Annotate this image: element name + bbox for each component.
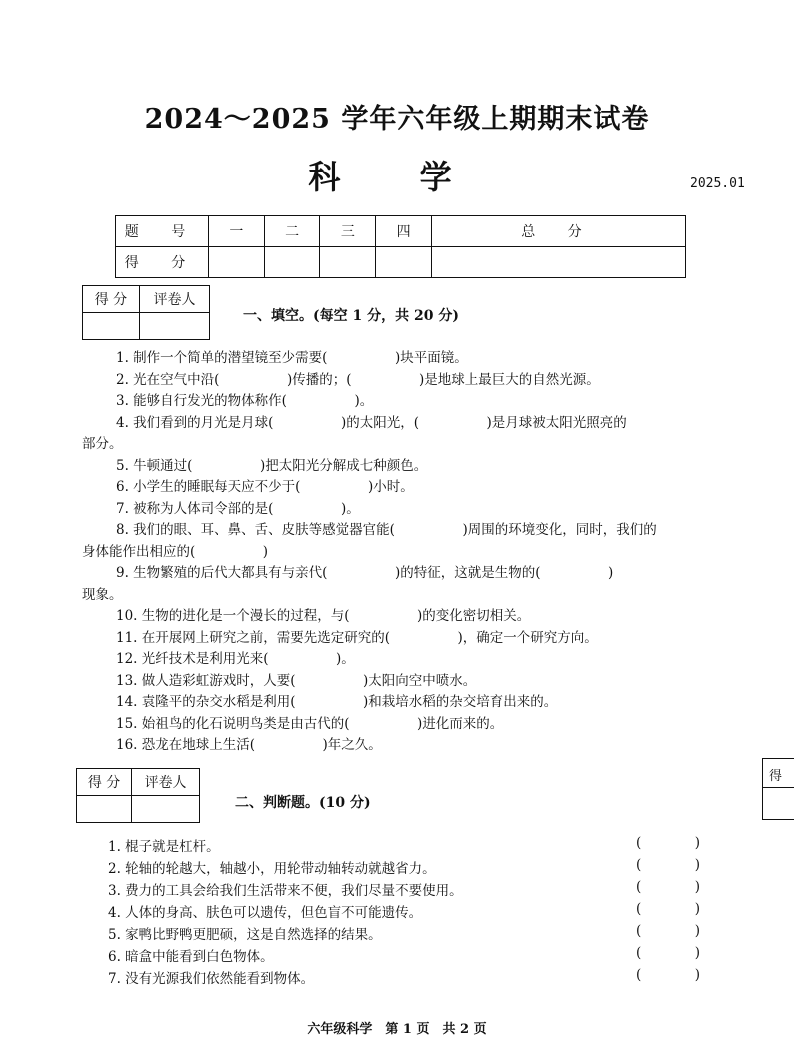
score-field[interactable] [376,247,432,278]
grader-score-field[interactable] [77,796,132,823]
section2-title: 二、判断题。(10 分) [235,795,371,811]
list-item: 10. 生物的进化是一个漫长的过程，与( )的变化密切相关。 [116,608,531,624]
list-item: 1. 制作一个简单的潜望镜至少需要( )块平面镜。 [116,350,468,366]
list-item: 5. 牛顿通过( )把太阳光分解成七种颜色。 [116,457,428,474]
grader-name-field[interactable] [132,796,200,823]
page-footer: 六年级科学 第 1 页 共 2 页 [307,1022,487,1037]
score-field[interactable] [209,247,265,278]
list-item: 9. 生物繁殖的后代大都具有与亲代( )的特征，这就是生物的( ) [116,565,614,581]
next-page-grader-tab: 得 [762,758,794,820]
list-item: 15. 始祖鸟的化石说明鸟类是由古代的( )进化而来的。 [116,715,504,732]
score-table-cell: 得 分 [116,247,209,278]
list-item: 1. 棍子就是杠杆。 ( ) [108,835,700,855]
grader-score-field[interactable] [83,313,140,340]
list-item: 14. 袁隆平的杂交水稻是利用( )和栽培水稻的杂交培育出来的。 [116,694,558,710]
list-item: 3. 费力的工具会给我们生活带来不便，我们尽量不要使用。 ( ) [108,879,700,899]
score-field[interactable] [320,247,376,278]
list-item: 2. 光在空气中沿( )传播的；( )是地球上最巨大的自然光源。 [116,371,600,388]
list-item: 7. 被称为人体司令部的是( )。 [116,500,360,517]
answer-bracket[interactable]: ( ) [636,901,700,917]
score-table-cell: 题 号 [116,216,209,247]
list-item: 部分。 [82,436,123,452]
list-item: 4. 我们看到的月光是月球( )的太阳光，( )是月球被太阳光照亮的 [116,414,627,431]
grader-name-field[interactable] [139,313,209,340]
score-table-cell: 一 [209,216,265,247]
score-table [115,215,686,278]
answer-bracket[interactable]: ( ) [636,967,700,983]
list-item: 16. 恐龙在地球上生活( )年之久。 [116,737,382,753]
list-item: 6. 暗盒中能看到白色物体。 ( ) [108,945,700,965]
list-item: 现象。 [82,586,123,603]
score-table-cell: 二 [264,216,320,247]
fill-blank-list [82,348,722,757]
answer-bracket[interactable]: ( ) [636,879,700,895]
grader-box-2 [76,768,200,823]
score-table-cell: 三 [320,216,376,247]
list-item: 13. 做人造彩虹游戏时，人要( )太阳向空中喷水。 [116,672,477,689]
grader-score-label: 得 分 [83,286,140,313]
list-item: 6. 小学生的睡眠每天应不少于( )小时。 [116,479,414,495]
grader-score-label: 得 分 [77,769,132,796]
list-item: 12. 光纤技术是利用光来( )。 [116,651,355,667]
answer-bracket[interactable]: ( ) [636,923,700,939]
exam-date: 2025.01 [690,176,745,191]
list-item: 3. 能够自行发光的物体称作( )。 [116,393,374,409]
answer-bracket[interactable]: ( ) [636,857,700,873]
list-item: 11. 在开展网上研究之前，需要先选定研究的( )，确定一个研究方向。 [116,629,598,646]
list-item: 8. 我们的眼、耳、鼻、舌、皮肤等感觉器官能( )周围的环境变化，同时，我们的 [116,522,657,538]
list-item: 身体能作出相应的( ) [82,543,269,560]
list-item: 7. 没有光源我们依然能看到物体。 ( ) [108,967,700,987]
grader-name-label: 评卷人 [132,769,200,796]
list-item: 5. 家鸭比野鸭更肥硕，这是自然选择的结果。 ( ) [108,923,700,943]
grader-box-1 [82,285,210,340]
list-item: 4. 人体的身高、肤色可以遗传，但色盲不可能遗传。 ( ) [108,901,700,921]
section1-title: 一、填空。(每空 1 分，共 20 分) [243,308,459,324]
score-table-header-row [116,216,686,247]
grader-name-label: 评卷人 [139,286,209,313]
answer-bracket[interactable]: ( ) [636,835,700,851]
score-table-cell: 总 分 [431,216,685,247]
exam-title: 2024～2025 学年六年级上期期末试卷 [144,104,650,135]
score-field[interactable] [264,247,320,278]
score-field[interactable] [431,247,685,278]
list-item: 2. 轮轴的轮越大，轴越小，用轮带动轴转动就越省力。 ( ) [108,857,700,877]
score-table-score-row [116,247,686,278]
answer-bracket[interactable]: ( ) [636,945,700,961]
subject-title: 科 学 [308,158,486,196]
score-table-cell: 四 [376,216,432,247]
